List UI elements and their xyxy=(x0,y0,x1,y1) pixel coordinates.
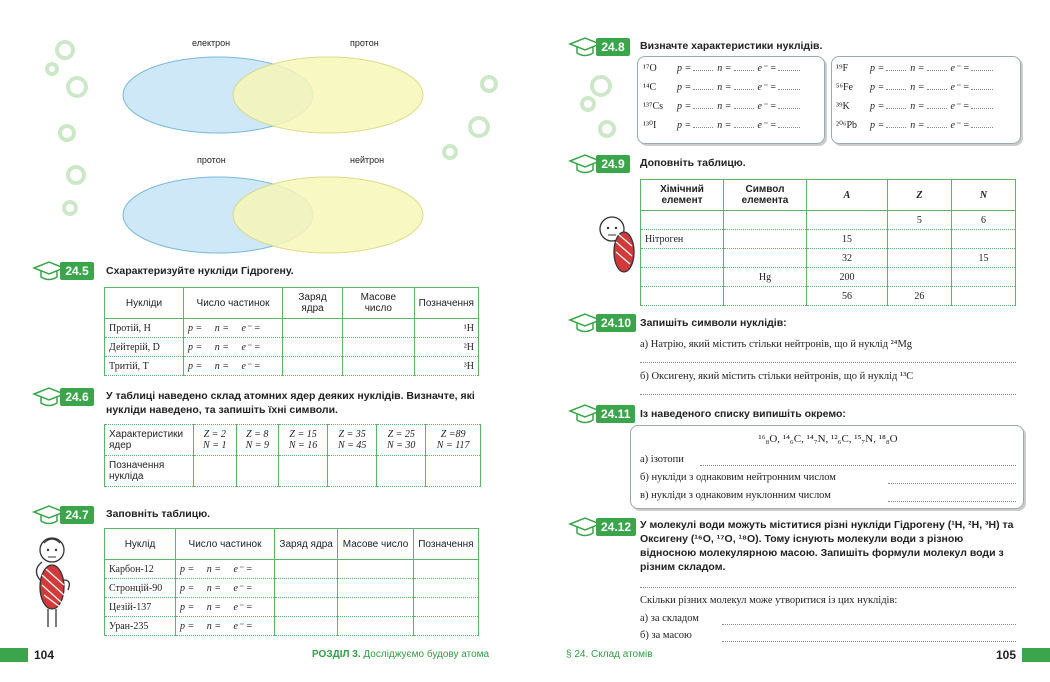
venn1-left-label: електрон xyxy=(192,38,231,48)
answer-line[interactable] xyxy=(700,465,1016,466)
bubble xyxy=(58,124,76,142)
symbol-cell[interactable] xyxy=(413,598,478,617)
table-row xyxy=(105,579,479,598)
nuclide-row xyxy=(643,120,800,131)
answer-blank[interactable] xyxy=(971,89,993,90)
table-row xyxy=(641,211,1016,230)
table-row xyxy=(641,249,1016,268)
mass-cell[interactable] xyxy=(338,598,414,617)
table-cell[interactable] xyxy=(887,268,951,287)
charge-cell[interactable] xyxy=(283,357,343,376)
exercise-badge-24-10 xyxy=(568,312,636,334)
table-cell[interactable] xyxy=(724,287,807,306)
bubble xyxy=(55,40,75,60)
particle-label: n = xyxy=(717,101,732,112)
exercise-task: У молекулі води можуть міститися різні нукліди Гідрогену (¹H, ²H, ³H) та Оксигену (¹⁶O, ¹⁷O, ¹⁸O). Тому існують молекули води з різною відносною молекулярною масою. Запишіть формули молекул води з різним складом. xyxy=(640,519,1014,573)
exercise-badge-24-7 xyxy=(32,504,94,526)
exercise-badge-24-9 xyxy=(568,153,630,175)
symbol-cell: ³H xyxy=(414,357,478,376)
exercise-task: Із наведеного списку випишіть окремо: xyxy=(640,408,846,420)
nuclide-symbol: ⁵⁶Fe xyxy=(836,82,853,93)
question-b: б) нукліди з однаковим нейтронним числом xyxy=(640,472,836,483)
page-number-left: 104 xyxy=(34,648,55,662)
exercise-badge-24-6 xyxy=(32,386,94,408)
table-cell[interactable] xyxy=(887,230,951,249)
answer-line[interactable] xyxy=(722,641,1016,642)
table-row xyxy=(105,338,479,357)
charge-cell[interactable] xyxy=(275,598,338,617)
table-24-5 xyxy=(104,287,479,376)
col-header: Заряд ядра xyxy=(275,529,338,560)
table-row xyxy=(105,598,479,617)
particle-label: e⁻ = xyxy=(950,82,970,93)
nuclide-row xyxy=(836,63,993,74)
table-24-6 xyxy=(104,424,481,487)
particle-label: p = xyxy=(870,82,885,93)
mass-cell[interactable] xyxy=(338,579,414,598)
table-cell: 32 xyxy=(807,249,888,268)
question-b: б) за масою xyxy=(640,630,692,641)
col-header: Позначення xyxy=(414,288,478,319)
venn2-left-label: протон xyxy=(197,155,226,165)
col-header: Заряд ядра xyxy=(283,288,343,319)
bubble xyxy=(45,62,59,76)
mass-cell[interactable] xyxy=(343,357,415,376)
nuclide-row xyxy=(643,63,800,74)
particle-label: n = xyxy=(717,63,732,74)
table-cell[interactable] xyxy=(724,211,807,230)
nuclide-list: ¹⁶₈O, ¹⁴₆C, ¹⁴₇N, ¹²₆C, ¹⁵₇N, ¹⁸₈O xyxy=(758,433,898,445)
nuclide-symbol: ³⁹K xyxy=(836,101,850,112)
answer-blank[interactable] xyxy=(927,70,947,71)
table-row xyxy=(105,560,479,579)
nucleus-cell: Z = 35 N = 45 xyxy=(328,425,377,456)
table-cell[interactable] xyxy=(641,249,724,268)
paragraph-title: § 24. Склад атомів xyxy=(566,649,653,660)
answer-blank[interactable] xyxy=(734,70,754,71)
answer-blank[interactable] xyxy=(734,108,754,109)
exercise-number: 24.5 xyxy=(60,262,94,280)
venn2-right-label: нейтрон xyxy=(350,155,385,165)
bubble xyxy=(66,165,86,185)
exercise-number: 24.8 xyxy=(596,38,630,56)
exercise-number: 24.10 xyxy=(596,314,636,332)
particle-label: e⁻ = xyxy=(757,120,777,131)
answer-line[interactable] xyxy=(722,624,1016,625)
question-a: а) Натрію, який містить стільки нейтронів, що й нуклід ²⁴Mg xyxy=(640,339,913,350)
symbol-cell[interactable] xyxy=(413,579,478,598)
answer-blank[interactable] xyxy=(693,108,713,109)
particles-cell[interactable]: p = n = e⁻ = xyxy=(176,598,275,617)
particle-label: p = xyxy=(677,120,692,131)
symbol-cell[interactable] xyxy=(413,560,478,579)
exercise-task: Схарактеризуйте нукліди Гідрогену. xyxy=(106,265,294,277)
table-cell: 5 xyxy=(887,211,951,230)
table-row xyxy=(641,287,1016,306)
answer-line[interactable] xyxy=(888,501,1016,502)
col-header: Хімічний елемент xyxy=(641,180,724,211)
table-cell: 200 xyxy=(807,268,888,287)
cartoon-character xyxy=(596,214,642,274)
exercise-task: Визначте характеристики нуклідів. xyxy=(640,40,823,52)
answer-line[interactable] xyxy=(640,394,1016,395)
nuclide-row xyxy=(836,101,993,112)
table-row xyxy=(641,268,1016,287)
section-title xyxy=(312,649,489,660)
table-cell[interactable] xyxy=(807,211,888,230)
nuclide-row xyxy=(643,101,800,112)
table-cell: Hg xyxy=(724,268,807,287)
row-label: Характеристики ядер xyxy=(105,425,194,456)
answer-blank[interactable] xyxy=(886,70,906,71)
nuclide-name: Стронцій-90 xyxy=(105,579,176,598)
answer-blank[interactable] xyxy=(927,89,947,90)
charge-cell[interactable] xyxy=(275,560,338,579)
exercise-badge-24-8 xyxy=(568,36,630,58)
venn-diagram-2 xyxy=(118,170,428,260)
question-c: в) нукліди з однаковим нуклонним числом xyxy=(640,490,831,501)
nuclide-row xyxy=(836,82,993,93)
nuclide-row xyxy=(836,120,993,131)
particle-label: p = xyxy=(677,63,692,74)
table-row xyxy=(105,456,481,487)
table-24-7 xyxy=(104,528,479,636)
particle-label: p = xyxy=(870,63,885,74)
particles-cell[interactable]: p = n = e⁻ = xyxy=(176,579,275,598)
answer-cell[interactable] xyxy=(328,456,377,487)
bubble xyxy=(480,75,498,93)
answer-cell[interactable] xyxy=(194,456,237,487)
particle-label: p = xyxy=(677,82,692,93)
mass-cell[interactable] xyxy=(338,617,414,636)
table-cell[interactable] xyxy=(951,268,1015,287)
col-header: Нукліди xyxy=(105,288,184,319)
bubble xyxy=(62,200,78,216)
particle-label: p = xyxy=(870,120,885,131)
answer-blank[interactable] xyxy=(927,108,947,109)
charge-cell[interactable] xyxy=(275,617,338,636)
answer-blank[interactable] xyxy=(971,108,993,109)
charge-cell[interactable] xyxy=(283,319,343,338)
exercise-number: 24.9 xyxy=(596,155,630,173)
symbol-cell: ²H xyxy=(414,338,478,357)
answer-blank[interactable] xyxy=(778,108,800,109)
question-a: а) ізотопи xyxy=(640,454,684,465)
table-cell: 15 xyxy=(951,249,1015,268)
exercise-badge-24-11 xyxy=(568,403,635,425)
col-header: A xyxy=(807,180,888,211)
nuclide-symbol: ¹³⁰I xyxy=(643,120,657,131)
nuclide-name: Цезій-137 xyxy=(105,598,176,617)
table-cell[interactable] xyxy=(641,211,724,230)
table-cell: 26 xyxy=(887,287,951,306)
answer-blank[interactable] xyxy=(971,70,993,71)
exercise-number: 24.12 xyxy=(596,518,636,536)
nuclide-name: Дейтерій, D xyxy=(105,338,184,357)
col-header: Масове число xyxy=(338,529,414,560)
answer-blank[interactable] xyxy=(886,127,906,128)
table-row xyxy=(105,425,481,456)
particle-label: e⁻ = xyxy=(757,63,777,74)
nucleus-cell: Z = 25 N = 30 xyxy=(377,425,426,456)
mass-cell[interactable] xyxy=(343,338,415,357)
answer-line[interactable] xyxy=(640,587,1016,588)
symbol-cell: ¹H xyxy=(414,319,478,338)
charge-cell[interactable] xyxy=(283,338,343,357)
bubble xyxy=(580,96,596,112)
table-row xyxy=(641,230,1016,249)
nuclide-symbol: ¹⁹F xyxy=(836,63,849,74)
nuclide-row xyxy=(643,82,800,93)
particles-cell[interactable]: p = n = e⁻ = xyxy=(176,617,275,636)
nuclide-symbol: ¹³⁷Cs xyxy=(643,101,664,112)
particles-cell[interactable]: p = n = e⁻ = xyxy=(184,319,283,338)
exercise-badge-24-12 xyxy=(568,516,636,538)
nucleus-cell: Z = 2 N = 1 xyxy=(194,425,237,456)
col-header: N xyxy=(951,180,1015,211)
answer-blank[interactable] xyxy=(927,127,947,128)
answer-cell[interactable] xyxy=(426,456,481,487)
particle-label: n = xyxy=(717,120,732,131)
nuclide-name: Протій, H xyxy=(105,319,184,338)
answer-blank[interactable] xyxy=(734,89,754,90)
section-text: Досліджуємо будову атома xyxy=(363,649,490,660)
exercise-task: Запишіть символи нуклідів: xyxy=(640,317,787,329)
table-cell[interactable] xyxy=(887,249,951,268)
particle-label: e⁻ = xyxy=(950,63,970,74)
question-b: б) Оксигену, який містить стільки нейтронів, що й нуклід ¹³C xyxy=(640,371,914,382)
answer-line[interactable] xyxy=(888,483,1016,484)
col-header: Масове число xyxy=(343,288,415,319)
exercise-task: Доповніть таблицю. xyxy=(640,157,746,169)
table-cell: 6 xyxy=(951,211,1015,230)
bubble xyxy=(598,120,616,138)
table-cell[interactable] xyxy=(951,230,1015,249)
table-row xyxy=(105,617,479,636)
table-cell[interactable] xyxy=(951,287,1015,306)
col-header: Позначення xyxy=(413,529,478,560)
bubble xyxy=(468,116,490,138)
bubble xyxy=(442,144,458,160)
page-number-right: 105 xyxy=(996,648,1017,662)
nucleus-cell: Z = 8 N = 9 xyxy=(236,425,279,456)
bubble xyxy=(66,76,88,98)
particle-label: n = xyxy=(717,82,732,93)
exercise-number: 24.7 xyxy=(60,506,94,524)
particle-label: n = xyxy=(910,63,925,74)
col-header: Нуклід xyxy=(105,529,176,560)
col-header: Число частинок xyxy=(184,288,283,319)
venn1-right-label: протон xyxy=(350,38,379,48)
table-24-9 xyxy=(640,179,1016,306)
answer-blank[interactable] xyxy=(778,89,800,90)
symbol-cell[interactable] xyxy=(413,617,478,636)
answer-blank[interactable] xyxy=(693,70,713,71)
exercise-task: Заповніть таблицю. xyxy=(106,508,211,520)
col-header: Z xyxy=(887,180,951,211)
nucleus-cell: Z =89 N = 117 xyxy=(426,425,481,456)
footer-bar-left xyxy=(0,648,28,662)
question-a: а) за складом xyxy=(640,613,699,624)
particles-cell[interactable]: p = n = e⁻ = xyxy=(184,338,283,357)
answer-line[interactable] xyxy=(640,362,1016,363)
answer-cell[interactable] xyxy=(236,456,279,487)
particle-label: e⁻ = xyxy=(757,82,777,93)
table-cell[interactable] xyxy=(724,249,807,268)
particles-cell[interactable]: p = n = e⁻ = xyxy=(184,357,283,376)
table-cell: 15 xyxy=(807,230,888,249)
particle-label: e⁻ = xyxy=(950,120,970,131)
answer-blank[interactable] xyxy=(778,127,800,128)
nuclide-symbol: ²⁰⁶Pb xyxy=(836,120,858,131)
charge-cell[interactable] xyxy=(275,579,338,598)
nuclide-symbol: ¹⁷O xyxy=(643,63,657,74)
col-header: Символ елемента xyxy=(724,180,807,211)
exercise-task: У таблиці наведено склад атомних ядер деяких нуклідів. Визначте, які нукліди наведено, та запишіть їхні символи. xyxy=(106,390,475,416)
bubble xyxy=(590,75,612,97)
mass-cell[interactable] xyxy=(343,319,415,338)
table-cell[interactable] xyxy=(641,268,724,287)
particle-label: n = xyxy=(910,101,925,112)
question-text: Скільки різних молекул може утворитися із цих нуклідів: xyxy=(640,595,898,606)
table-cell[interactable] xyxy=(724,230,807,249)
particles-cell[interactable]: p = n = e⁻ = xyxy=(176,560,275,579)
answer-cell[interactable] xyxy=(279,456,328,487)
exercise-badge-24-5 xyxy=(32,260,94,282)
answer-blank[interactable] xyxy=(886,108,906,109)
row-label: Позначення нукліда xyxy=(105,456,194,487)
answer-blank[interactable] xyxy=(693,89,713,90)
answer-cell[interactable] xyxy=(377,456,426,487)
table-cell: 56 xyxy=(807,287,888,306)
particle-label: p = xyxy=(870,101,885,112)
table-row xyxy=(105,357,479,376)
nuclide-name: Уран-235 xyxy=(105,617,176,636)
section-label: РОЗДІЛ 3. xyxy=(312,649,361,660)
particle-label: e⁻ = xyxy=(950,101,970,112)
table-cell: Нітроген xyxy=(641,230,724,249)
particle-label: e⁻ = xyxy=(757,101,777,112)
answer-blank[interactable] xyxy=(778,70,800,71)
answer-blank[interactable] xyxy=(886,89,906,90)
col-header: Число частинок xyxy=(176,529,275,560)
particle-label: n = xyxy=(910,120,925,131)
particle-label: n = xyxy=(910,82,925,93)
exercise-number: 24.11 xyxy=(596,405,635,423)
particle-label: p = xyxy=(677,101,692,112)
answer-blank[interactable] xyxy=(971,127,993,128)
nuclide-name: Карбон-12 xyxy=(105,560,176,579)
mass-cell[interactable] xyxy=(338,560,414,579)
nuclide-name: Тритій, T xyxy=(105,357,184,376)
table-cell[interactable] xyxy=(641,287,724,306)
answer-blank[interactable] xyxy=(693,127,713,128)
table-row xyxy=(105,319,479,338)
venn-diagram-1 xyxy=(118,50,428,140)
cartoon-character xyxy=(30,535,80,630)
answer-blank[interactable] xyxy=(734,127,754,128)
nucleus-cell: Z = 15 N = 16 xyxy=(279,425,328,456)
footer-bar-right xyxy=(1022,648,1050,662)
exercise-number: 24.6 xyxy=(60,388,94,406)
nuclide-symbol: ¹⁴C xyxy=(643,82,657,93)
